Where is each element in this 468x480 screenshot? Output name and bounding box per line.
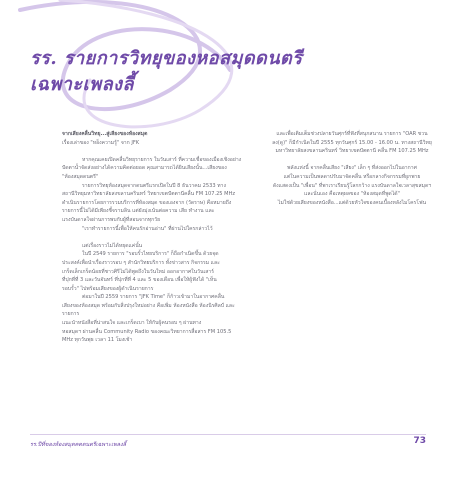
text-line: รายการวิทยุห้องสมุดจากดนตรีแรกเปิดในปี 8 ธันวาคม 2533 ทาง <box>82 182 226 189</box>
text-line: ที่ปุกที่ที่ 3 และวันจันทร์ ที่ปุกที่ที่ 4 และ 5 ของเดือน เพื่อให้ผู้ฟังได้ "เห็น <box>62 277 217 284</box>
text-line: รายการนี้ไม่ได้มีเพียงชี้จรามลิน แต่ยังมุ่งเน้นต่อความ เสีย ทำงาน และ <box>62 208 215 215</box>
right-text-column <box>268 130 436 207</box>
text-line: ต่อมาในปี 2559 รายการ "JFK Time" ก็ก้าวเข้ามาในอากาศคลื่น <box>82 294 225 301</box>
text-line: ลง(ดู)" ก็มีกำเนิดในปี 2555 ทุกวันศุกร์ 15.00 - 16.00 น. ทางสถานีวิทยุ <box>272 139 432 146</box>
footer-divider <box>30 434 426 435</box>
text-line: เกร็ดเล็กเกร็ดน้อยที่ชาวศิริไม่ได้พูดถึงในวันใหม่ ออกอากาศในวันเสาร์ <box>62 268 214 275</box>
text-line: MHz ทุกวันพุธ เวลา 11 โมงเช้า <box>62 337 133 344</box>
title-line-2: เฉพาะเพลงลี้ <box>30 74 134 95</box>
text-line: ประสงค์เพื่อนำเรื่องราวรอบ ๆ สำนักวิทยบริการ ทั้งข่าวสาร กิจกรรม และ <box>62 259 220 266</box>
text-line: สถานีวิทยุมหาวิทยาลัยสงขลานครินทร์ วิทยาเขตปัตตานีคลื่น FM 107.25 MHz <box>62 191 236 198</box>
footer-running-title: รร.ปีที่ของห้องสมุดคดดนตรีเฉพาะเพลงลี้ <box>30 442 127 448</box>
text-line: "ห้องสมุดดนตรี" <box>62 173 99 180</box>
title-line-1: รร. รายการวิทยุของหอสมุดดนตรี <box>30 48 303 69</box>
text-line: ปัดตาน้ำจัดส่งอย่างได้ความคิดต่อยอด คุณสามารถได้ยินเสียงนั้น...เสียงของ <box>62 165 227 172</box>
text-line: และเพื่อเติมเต็มช่วงปลายวันศุกร์ที่ฟังที่สนุกสนาน รายการ "OAR ชวน <box>276 131 428 137</box>
text-line: แต่เรื่องราวไม่ได้หยุดแค่นั้น <box>82 242 143 249</box>
paragraph-gap <box>62 147 252 156</box>
text-line: มหาวิทยาลัยสงขลานครินทร์ วิทยาเขตปัตตานี คลื่น FM 107.25 MHz <box>275 148 429 155</box>
text-line: และนั่นเอง คือเหตุผลของ "ห้องสมุดที่พูดได้" <box>304 191 400 198</box>
text-line: ดังแสดงเป็น "เพื่อน" ที่พาเราเรียนรู้โลกกว้าง แรงบันดาลใจเวลาสุขสมุดฯ <box>272 182 432 189</box>
section-heading: จากเสียงคลื่นวิทยุ...สู่เสียงของห้องสมุด <box>62 131 148 137</box>
page-number: 73 <box>413 436 426 446</box>
text-line: ดำเนินรายการโดยการรวมบริการที่ห้องสมุด ของเองจาก (วัดราษ) คือหมายถึง <box>62 199 232 206</box>
paragraph-gap <box>268 156 436 165</box>
text-line: พลังแห่งนี้ จากคลื่นเสียง "เสียง" เล็ก ๆ ที่ส่งออกไปในอากาศ <box>287 165 417 172</box>
text-line: ในปี 2549 รายการ "รอบรั้วไทยบริการ" ก็ถือกำเนิดขึ้น ด้วยจุด <box>82 251 219 258</box>
paragraph-gap <box>62 233 252 242</box>
text-line: "เราทำรายการนี้เพื่อให้คนรักอ่านอ่าน" ที่ผ่านไปใครกล่าวไว้ <box>82 225 213 232</box>
text-line: แรงบันดาลใจผ่านการพบกับผู้ที่สอนจากทุกวัย <box>62 216 161 223</box>
text-line: ไม่ใช่ด้วยเสียงของหนังสือ...แต่ด้วยหัวใจของคนเบื้องหลังไมโครโฟน <box>277 199 427 206</box>
text-line: รอบรั้ว" ไปพร้อมเสียงของผู้ดำเนินรายการ <box>62 285 154 292</box>
text-line: หากคุณเคยเปิดคลื่นวิทยุรายการ ในวันเสาร์ ที่ความเชื่อของเมืองเชิงอย่าง <box>82 156 242 163</box>
text-line: แนะนำหนังสือที่น่าสนใจ และเกร็ดเบา ให้กับผู้คนรอบ ๆ ผ่านทาง <box>62 320 202 327</box>
page-title <box>30 46 360 98</box>
text-line: แต่ในความเป็นพลดาปรับมาจัดคลื่น หรือกลางกิจกรรมที่ผูกพาย <box>283 173 421 180</box>
text-line: หอสมุดฯ ผ่านคลื่น Community Radio ของคณะวิทยาการสื่อสาร FM 105.5 <box>62 328 232 335</box>
text-line: เรื่องเล่าของ "หอ็งความรู้" จาก JFK <box>62 139 140 146</box>
text-line: เสียงของห้องสมุด พร้อมกับสิ่งปรุงใหม่อย่าง คือเพิ่ม ห้องหนังสือ ห้องนิรศิลป์ และรายการ <box>62 302 235 318</box>
left-text-column <box>62 130 252 345</box>
